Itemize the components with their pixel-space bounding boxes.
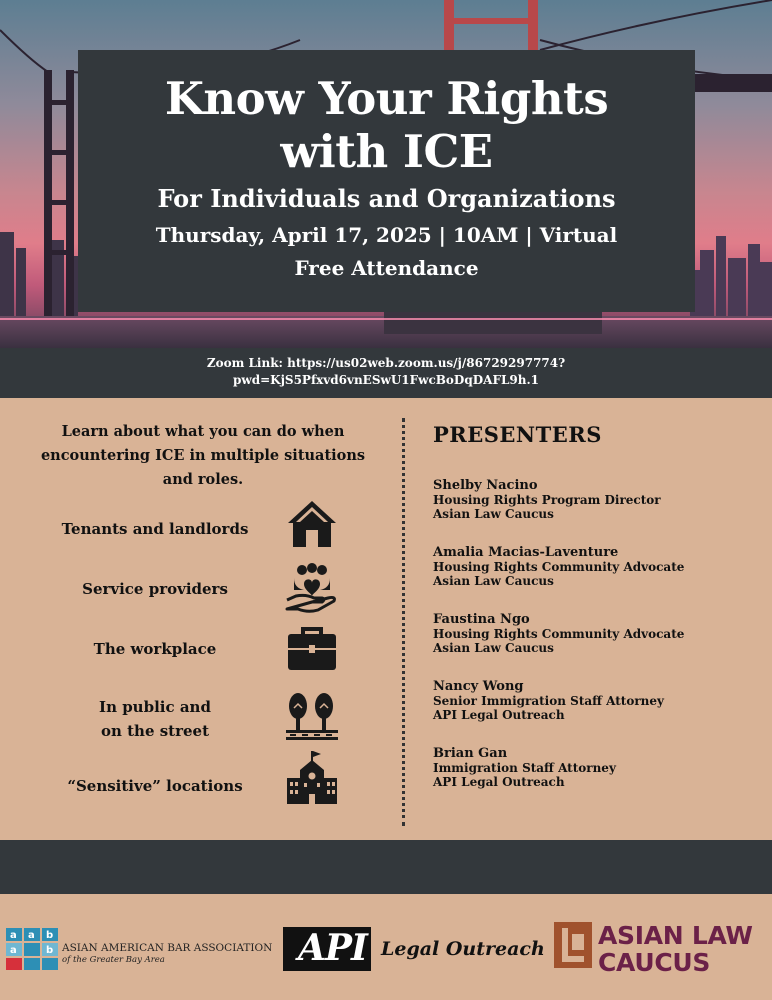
svg-text:a: a: [28, 930, 35, 941]
topic-public-street-line2: on the street: [100, 722, 210, 740]
alc-name-line1: ASIAN LAW: [598, 921, 753, 950]
presenter-card: [433, 679, 753, 722]
presenter-org: Asian Law Caucus: [433, 574, 554, 588]
event-title-line1: Know Your Rights: [164, 72, 609, 125]
bottom-dark-band: [0, 840, 772, 894]
presenter-name: Nancy Wong: [433, 679, 524, 694]
presenter-title: Housing Rights Community Advocate: [433, 627, 685, 641]
presenter-name: Faustina Ngo: [433, 612, 530, 627]
zoom-link-band[interactable]: [0, 348, 772, 398]
aaba-logo-icon: [6, 928, 58, 970]
hand-people-icon: [284, 560, 340, 616]
hero-banner: [0, 0, 772, 348]
api-logo-mark: API: [298, 927, 367, 969]
event-attendance: Free Attendance: [294, 256, 479, 280]
alc-logo-icon: [554, 922, 592, 968]
presenter-title: Housing Rights Community Advocate: [433, 560, 685, 574]
main-content: [0, 398, 772, 840]
topic-public-street-line1: In public and: [99, 698, 211, 716]
presenter-org: Asian Law Caucus: [433, 641, 554, 655]
zoom-link-line2[interactable]: pwd=KjS5Pfxvd6vnESwU1FwcBoDqDAFL9h.1: [232, 373, 540, 387]
svg-text:b: b: [46, 930, 54, 941]
presenter-card: [433, 545, 753, 588]
svg-text:a: a: [10, 945, 17, 956]
aaba-name-line: ASIAN AMERICAN BAR ASSOCIATION: [62, 942, 273, 954]
topic-service-providers-label: Service providers: [82, 580, 228, 598]
topic-workplace-label: The workplace: [93, 640, 217, 658]
aaba-name: [62, 942, 272, 966]
api-legal-outreach-name: Legal Outreach: [381, 938, 545, 960]
topic-sensitive-locations-label: “Sensitive” locations: [67, 777, 243, 795]
topic-public-street-label: [40, 695, 270, 743]
event-date-line: Thursday, April 17, 2025 | 10AM | Virtual: [155, 223, 618, 247]
presenter-name: Shelby Nacino: [433, 478, 538, 493]
presenter-card: [433, 612, 753, 655]
zoom-link-line1[interactable]: Zoom Link: https://us02web.zoom.us/j/86729297774?: [206, 356, 566, 370]
presenter-card: [433, 478, 753, 521]
sponsor-logos: [0, 894, 772, 1000]
event-title: [78, 72, 695, 178]
intro-text: Learn about what you can do when encountering ICE in multiple situations and roles.: [40, 423, 366, 488]
street-trees-icon: [284, 688, 340, 744]
topic-tenants-label: Tenants and landlords: [61, 520, 249, 538]
presenter-org: API Legal Outreach: [433, 775, 565, 789]
presenter-name: Amalia Macias-Laventure: [433, 545, 619, 560]
svg-text:b: b: [46, 945, 54, 956]
event-subtitle: For Individuals and Organizations: [157, 184, 616, 213]
title-panel: [78, 50, 695, 312]
dotted-divider: [402, 418, 405, 826]
presenter-name: Brian Gan: [433, 746, 508, 761]
house-icon: [284, 497, 340, 553]
presenter-card: [433, 746, 753, 789]
presenter-title: Immigration Staff Attorney: [433, 761, 616, 775]
alc-name-line2: CAUCUS: [598, 948, 711, 977]
presenters-heading: PRESENTERS: [433, 422, 602, 447]
alc-name: [598, 922, 753, 976]
presenter-org: Asian Law Caucus: [433, 507, 554, 521]
presenter-title: Senior Immigration Staff Attorney: [433, 694, 665, 708]
presenter-title: Housing Rights Program Director: [433, 493, 661, 507]
presenter-org: API Legal Outreach: [433, 708, 565, 722]
aaba-subtitle: of the Greater Bay Area: [62, 955, 165, 965]
event-title-line2: with ICE: [280, 125, 493, 178]
svg-text:a: a: [10, 930, 17, 941]
school-building-icon: [284, 750, 340, 806]
briefcase-icon: [284, 622, 340, 678]
